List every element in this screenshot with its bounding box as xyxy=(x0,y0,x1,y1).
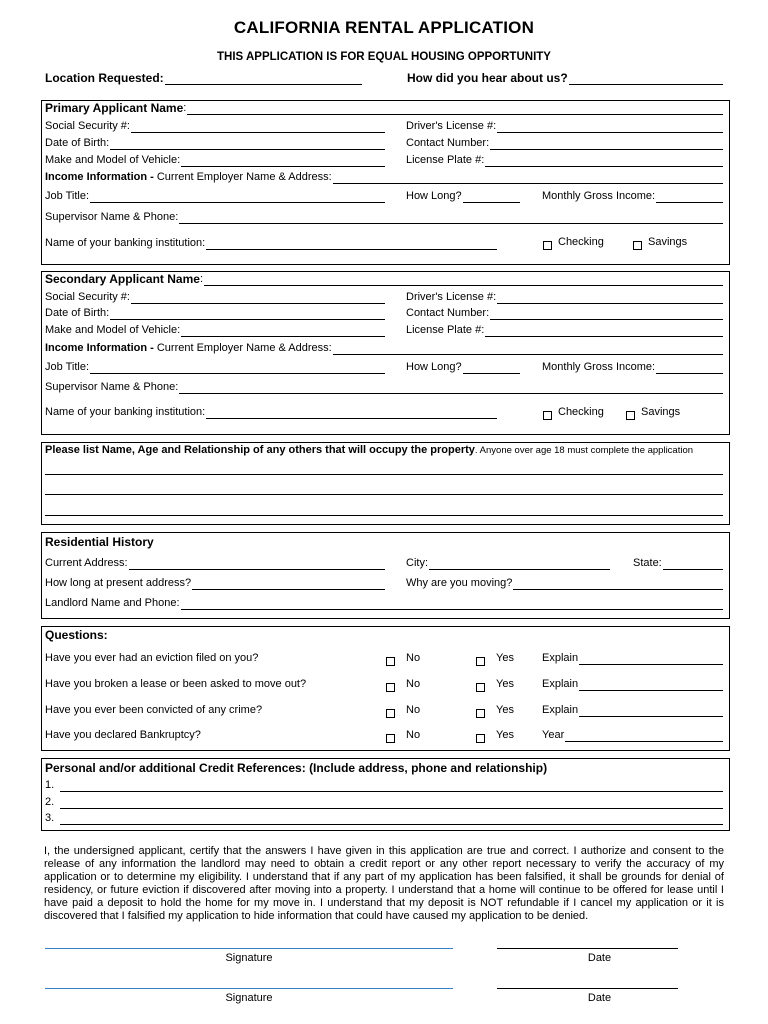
question-yes-option[interactable] xyxy=(476,678,514,691)
secondary-employer-label: Current Employer Name & Address: xyxy=(156,342,332,354)
secondary-dob-row xyxy=(45,307,385,320)
city-field[interactable] xyxy=(429,558,610,570)
location-requested-row xyxy=(45,72,362,85)
city-row xyxy=(406,557,610,570)
secondary-job-field[interactable] xyxy=(90,362,385,374)
signature-line-1[interactable] xyxy=(45,948,453,949)
primary-plate-field[interactable] xyxy=(485,155,723,167)
secondary-dob-field[interactable] xyxy=(110,308,385,320)
occupants-instructions xyxy=(45,444,693,457)
secondary-supervisor-field[interactable] xyxy=(179,382,723,394)
primary-dob-field[interactable] xyxy=(110,138,385,150)
reference-field-1[interactable] xyxy=(60,780,723,792)
residential-heading: Residential History xyxy=(45,535,154,549)
secondary-checking-label: Checking xyxy=(558,406,604,418)
reference-field-2[interactable] xyxy=(60,797,723,809)
question-yes-checkbox[interactable] xyxy=(476,709,485,718)
primary-supervisor-field[interactable] xyxy=(179,212,723,224)
primary-job-row xyxy=(45,190,385,203)
primary-dl-label: Driver's License #: xyxy=(406,120,497,132)
question-followup-field[interactable] xyxy=(579,705,723,717)
current-address-field[interactable] xyxy=(129,558,385,570)
question-no-checkbox[interactable] xyxy=(386,683,395,692)
signature-line-2[interactable] xyxy=(45,988,453,989)
reference-number-2: 2. xyxy=(45,796,55,808)
question-no-label: No xyxy=(406,652,421,664)
secondary-howlong-row xyxy=(406,361,520,374)
question-text: Have you ever had an eviction filed on you? xyxy=(45,652,259,664)
secondary-dl-label: Driver's License #: xyxy=(406,291,497,303)
secondary-vehicle-field[interactable] xyxy=(181,325,385,337)
secondary-savings-checkbox[interactable] xyxy=(626,411,635,420)
secondary-supervisor-label: Supervisor Name & Phone: xyxy=(45,381,179,393)
question-followup-row xyxy=(542,704,723,717)
current-address-label: Current Address: xyxy=(45,557,128,569)
question-yes-label: Yes xyxy=(496,678,514,690)
question-no-label: No xyxy=(406,678,421,690)
primary-dl-field[interactable] xyxy=(497,121,723,133)
state-label: State: xyxy=(633,557,662,569)
secondary-ssn-label: Social Security #: xyxy=(45,291,130,303)
question-row xyxy=(45,652,258,665)
primary-howlong-row xyxy=(406,190,520,203)
hear-about-label: How did you hear about us? xyxy=(407,71,568,85)
primary-income-label: Income Information - xyxy=(45,171,154,183)
question-yes-label: Yes xyxy=(496,729,514,741)
secondary-vehicle-label: Make and Model of Vehicle: xyxy=(45,324,181,336)
hear-about-row xyxy=(407,72,723,85)
secondary-name-colon: : xyxy=(199,273,203,285)
question-followup-field[interactable] xyxy=(579,653,723,665)
question-row xyxy=(45,678,306,691)
question-yes-checkbox[interactable] xyxy=(476,734,485,743)
references-heading: Personal and/or additional Credit References: (Include address, phone and relationship) xyxy=(45,761,548,775)
city-label: City: xyxy=(406,557,428,569)
question-no-label: No xyxy=(406,729,421,741)
primary-ssn-row xyxy=(45,120,385,133)
signature-label-1: Signature xyxy=(225,952,273,964)
question-followup-row xyxy=(542,678,723,691)
primary-howlong-label: How Long? xyxy=(406,190,462,202)
secondary-contact-field[interactable] xyxy=(490,308,723,320)
question-text: Have you ever been convicted of any crime? xyxy=(45,704,263,716)
secondary-dl-row xyxy=(406,291,723,304)
question-yes-label: Yes xyxy=(496,652,514,664)
moving-reason-field[interactable] xyxy=(513,578,723,590)
question-yes-checkbox[interactable] xyxy=(476,657,485,666)
question-followup-row xyxy=(542,652,723,665)
question-followup-label: Explain xyxy=(542,704,579,716)
primary-contact-field[interactable] xyxy=(490,138,723,150)
primary-job-field[interactable] xyxy=(90,191,385,203)
question-no-label: No xyxy=(406,704,421,716)
primary-bank-field[interactable] xyxy=(206,238,497,250)
reference-number-3: 3. xyxy=(45,812,55,824)
primary-dob-label: Date of Birth: xyxy=(45,137,110,149)
primary-income-amount-row xyxy=(542,190,723,203)
secondary-plate-field[interactable] xyxy=(485,325,723,337)
secondary-plate-row xyxy=(406,324,723,337)
question-followup-row xyxy=(542,729,723,742)
date-line-1[interactable] xyxy=(497,948,678,949)
primary-vehicle-field[interactable] xyxy=(181,155,385,167)
primary-vehicle-row xyxy=(45,154,385,167)
primary-checking-label: Checking xyxy=(558,236,604,248)
primary-name-row xyxy=(45,102,723,115)
question-no-option[interactable] xyxy=(386,678,420,691)
reference-row-3 xyxy=(45,812,723,825)
question-followup-field[interactable] xyxy=(579,679,723,691)
secondary-ssn-field[interactable] xyxy=(131,292,385,304)
primary-name-field[interactable] xyxy=(187,103,723,115)
primary-dob-row xyxy=(45,137,385,150)
primary-bank-label: Name of your banking institution: xyxy=(45,237,206,249)
question-no-option[interactable] xyxy=(386,704,420,717)
secondary-job-row xyxy=(45,361,385,374)
question-followup-field[interactable] xyxy=(565,730,723,742)
primary-supervisor-label: Supervisor Name & Phone: xyxy=(45,211,179,223)
question-yes-option[interactable] xyxy=(476,652,514,665)
certification-text: I, the undersigned applicant, certify that the answers I have given in this application are true and correct. I authorize and consent to the release of any information the landlord may need to obtain a credit report or any other report necessary to verify the accuracy of my application or to determine my eligibility. I understand that if any part of my application has been falsified, it shall be grounds for denial of residency, or future eviction if discovered after moving into a property. I understand that a home will continue to be offered for lease until I have paid a deposit to hold the home for my move in. I understand that my deposit is NOT refundable if I cancel my application or it is discovered that I falsified my application to hide information that could have caused my application to be denied. xyxy=(44,845,724,922)
secondary-income-row xyxy=(45,342,723,355)
primary-monthly-field[interactable] xyxy=(656,191,723,203)
primary-monthly-label: Monthly Gross Income: xyxy=(542,190,656,202)
secondary-monthly-field[interactable] xyxy=(656,362,723,374)
secondary-job-label: Job Title: xyxy=(45,361,90,373)
secondary-howlong-label: How Long? xyxy=(406,361,462,373)
primary-job-label: Job Title: xyxy=(45,190,90,202)
primary-income-row xyxy=(45,171,723,184)
secondary-name-label: Secondary Applicant Name xyxy=(45,272,200,286)
secondary-plate-label: License Plate #: xyxy=(406,324,485,336)
secondary-contact-row xyxy=(406,307,723,320)
reference-row-2 xyxy=(45,796,723,809)
occupant-line-3[interactable] xyxy=(45,515,723,516)
secondary-howlong-field[interactable] xyxy=(463,362,520,374)
occupants-note: . Anyone over age 18 must complete the application xyxy=(474,445,694,456)
location-requested-label: Location Requested: xyxy=(45,71,164,85)
date-label-2: Date xyxy=(587,992,612,1004)
primary-savings-label: Savings xyxy=(648,236,688,248)
primary-supervisor-row xyxy=(45,211,723,224)
primary-checking-option[interactable] xyxy=(543,236,604,249)
present-address-duration-field[interactable] xyxy=(192,578,385,590)
question-row xyxy=(45,729,201,742)
secondary-dl-field[interactable] xyxy=(497,292,723,304)
primary-contact-row xyxy=(406,137,723,150)
reference-field-3[interactable] xyxy=(60,813,723,825)
primary-name-colon: : xyxy=(183,102,187,114)
primary-savings-option[interactable] xyxy=(633,236,687,249)
primary-employer-field[interactable] xyxy=(333,172,723,184)
secondary-income-label: Income Information - xyxy=(45,342,154,354)
occupant-line-2[interactable] xyxy=(45,494,723,495)
primary-name-label: Primary Applicant Name xyxy=(45,101,184,115)
secondary-bank-field[interactable] xyxy=(206,407,497,419)
question-row xyxy=(45,704,262,717)
form-subtitle: THIS APPLICATION IS FOR EQUAL HOUSING OPPORTUNITY xyxy=(217,51,551,63)
primary-employer-label: Current Employer Name & Address: xyxy=(156,171,332,183)
question-yes-option[interactable] xyxy=(476,729,514,742)
primary-plate-label: License Plate #: xyxy=(406,154,485,166)
present-address-duration-row xyxy=(45,577,385,590)
secondary-supervisor-row xyxy=(45,381,723,394)
reference-row-1 xyxy=(45,779,723,792)
hear-about-field[interactable] xyxy=(569,73,723,85)
secondary-bank-row xyxy=(45,406,497,419)
question-no-option[interactable] xyxy=(386,729,420,742)
state-field[interactable] xyxy=(663,558,723,570)
primary-plate-row xyxy=(406,154,723,167)
moving-reason-label: Why are you moving? xyxy=(406,577,513,589)
primary-ssn-label: Social Security #: xyxy=(45,120,130,132)
secondary-savings-option[interactable] xyxy=(626,406,680,419)
signature-label-2: Signature xyxy=(225,992,273,1004)
question-followup-label: Explain xyxy=(542,652,579,664)
question-yes-label: Yes xyxy=(496,704,514,716)
primary-ssn-field[interactable] xyxy=(131,121,385,133)
date-line-2[interactable] xyxy=(497,988,678,989)
landlord-row xyxy=(45,597,723,610)
question-followup-label: Explain xyxy=(542,678,579,690)
secondary-checking-checkbox[interactable] xyxy=(543,411,552,420)
question-yes-checkbox[interactable] xyxy=(476,683,485,692)
occupants-heading: Please list Name, Age and Relationship of any others that will occupy the property xyxy=(45,444,475,456)
secondary-name-row xyxy=(45,273,723,286)
question-text: Have you broken a lease or been asked to move out? xyxy=(45,678,307,690)
landlord-label: Landlord Name and Phone: xyxy=(45,597,180,609)
state-row xyxy=(633,557,723,570)
question-no-checkbox[interactable] xyxy=(386,709,395,718)
date-label-1: Date xyxy=(587,952,612,964)
landlord-field[interactable] xyxy=(181,598,723,610)
current-address-row xyxy=(45,557,385,570)
form-title: CALIFORNIA RENTAL APPLICATION xyxy=(233,18,535,37)
primary-savings-checkbox[interactable] xyxy=(633,241,642,250)
secondary-vehicle-row xyxy=(45,324,385,337)
secondary-checking-option[interactable] xyxy=(543,406,604,419)
primary-bank-row xyxy=(45,237,497,250)
secondary-monthly-label: Monthly Gross Income: xyxy=(542,361,656,373)
questions-heading: Questions: xyxy=(45,628,108,642)
secondary-income-amount-row xyxy=(542,361,723,374)
primary-contact-label: Contact Number: xyxy=(406,137,490,149)
secondary-bank-label: Name of your banking institution: xyxy=(45,406,206,418)
secondary-contact-label: Contact Number: xyxy=(406,307,490,319)
secondary-name-field[interactable] xyxy=(204,274,723,286)
occupant-line-1[interactable] xyxy=(45,474,723,475)
secondary-ssn-row xyxy=(45,291,385,304)
question-no-checkbox[interactable] xyxy=(386,657,395,666)
moving-reason-row xyxy=(406,577,723,590)
secondary-dob-label: Date of Birth: xyxy=(45,307,110,319)
secondary-employer-field[interactable] xyxy=(333,343,723,355)
reference-number-1: 1. xyxy=(45,779,55,791)
secondary-savings-label: Savings xyxy=(641,406,681,418)
present-address-duration-label: How long at present address? xyxy=(45,577,192,589)
location-requested-field[interactable] xyxy=(165,73,362,85)
primary-dl-row xyxy=(406,120,723,133)
question-no-checkbox[interactable] xyxy=(386,734,395,743)
primary-howlong-field[interactable] xyxy=(463,191,520,203)
primary-checking-checkbox[interactable] xyxy=(543,241,552,250)
question-yes-option[interactable] xyxy=(476,704,514,717)
primary-vehicle-label: Make and Model of Vehicle: xyxy=(45,154,181,166)
question-text: Have you declared Bankruptcy? xyxy=(45,729,201,741)
question-no-option[interactable] xyxy=(386,652,420,665)
question-followup-label: Year xyxy=(542,729,565,741)
